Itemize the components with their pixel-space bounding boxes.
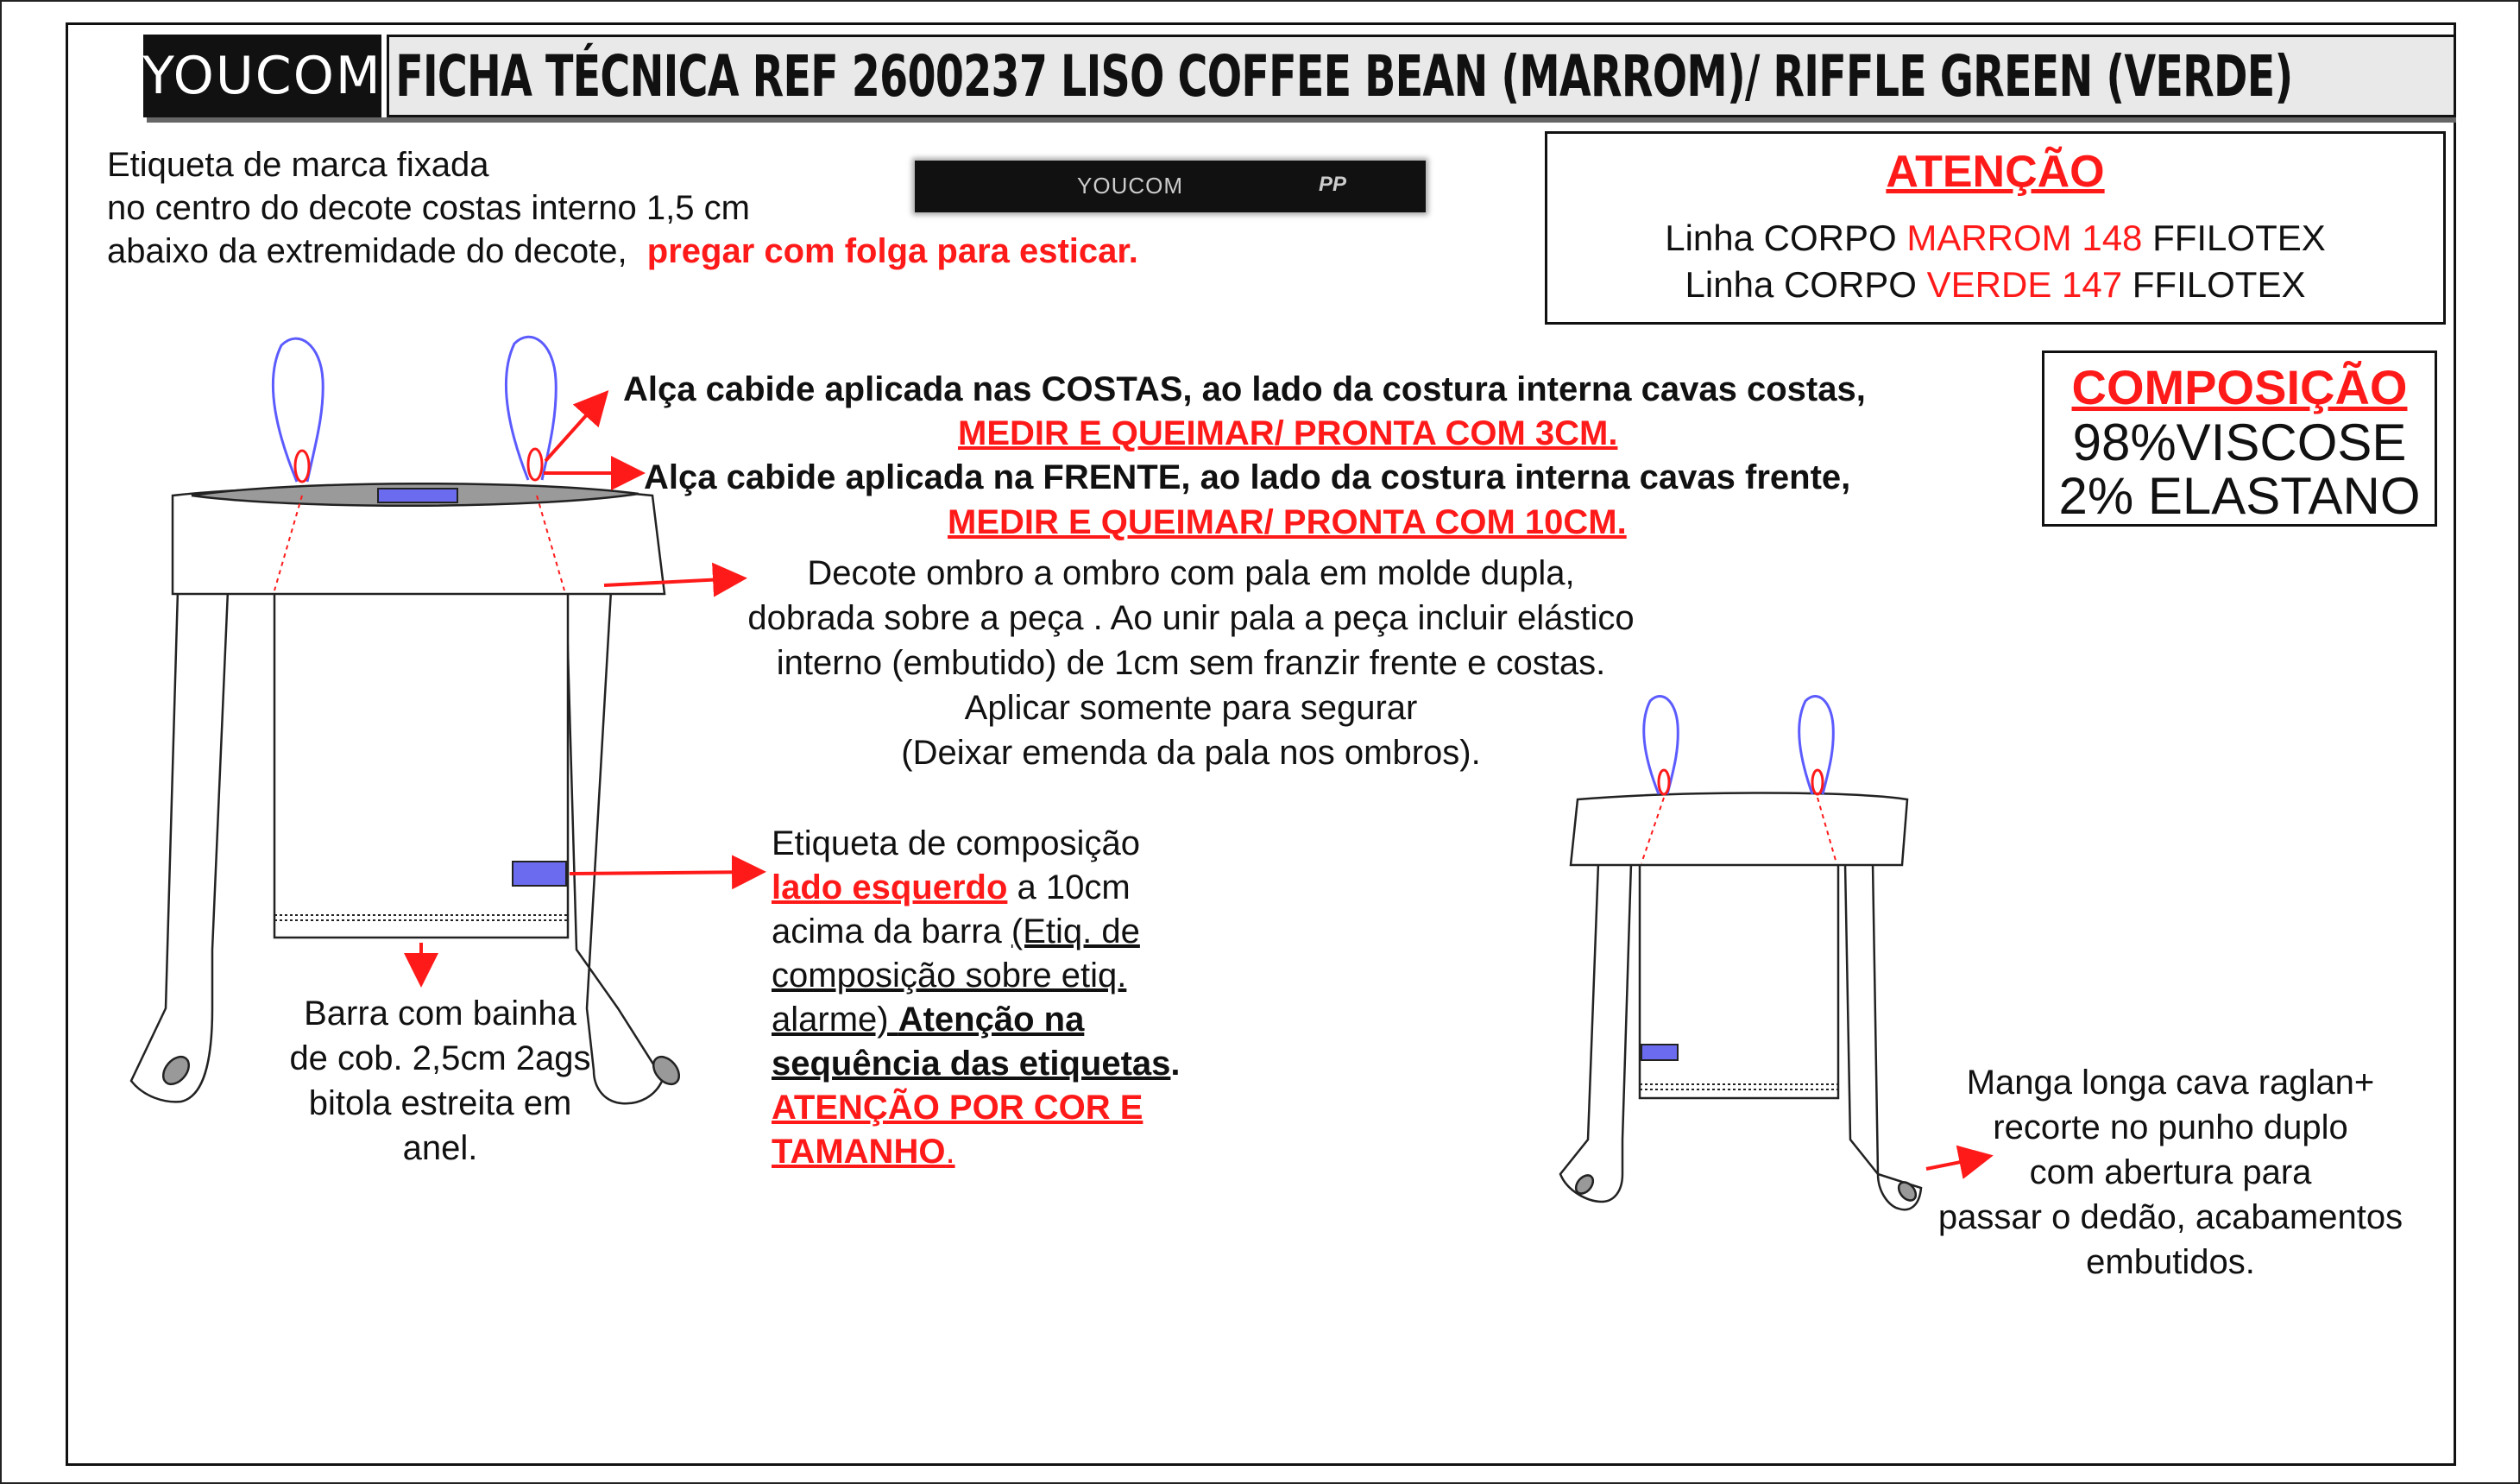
hanger-back-emphasis: MEDIR E QUEIMAR/ PRONTA COM 3CM. [958,414,1618,452]
attention-line1-prefix: Linha CORPO [1665,218,1907,258]
comp-note-line2-rest: a 10cm [1007,868,1131,906]
garment-small [1560,793,1921,1210]
comp-note-line2-emph: lado esquerdo [772,868,1008,906]
brand-label-mark [378,489,457,502]
arrow-composition-label [570,872,759,874]
sleeve-line3: com abertura para [2029,1153,2312,1191]
arrow-sleeve-cuff [1926,1157,1987,1169]
hem-line2: de cob. 2,5cm 2ags [289,1039,591,1077]
label-strip-size: PP [1319,173,1347,196]
neckline-line1: Decote ombro a ombro com pala em molde dupla, [807,554,1575,592]
small-left-sleeve [1560,863,1631,1202]
hanger-front-emphasis: MEDIR E QUEIMAR/ PRONTA COM 10CM. [948,503,1627,541]
small-hanger-knot-left [1659,770,1669,794]
comp-note-line4: composição sobre etiq. [772,957,1127,995]
comp-note-line8-end: . [945,1133,955,1171]
hanger-knot-left [295,451,309,482]
hanger-back-text: Alça cabide aplicada nas COSTAS, ao lado da costura interna cavas costas, [623,370,1866,408]
small-hanger-loop-right [1799,697,1834,794]
sleeve-line2: recorte no punho duplo [1993,1108,2348,1146]
brand-logo: YOUCOM [143,35,381,117]
small-composition-label-mark [1641,1045,1678,1060]
comp-note-line1: Etiqueta de composição [772,824,1140,862]
small-body [1640,863,1838,1098]
hanger-loop-left [273,338,323,482]
composition-line2: 2% ELASTANO [2058,467,2421,525]
composition-title: COMPOSIÇÃO [2071,360,2408,414]
comp-note-line3-prefix: acima da barra [772,913,1011,950]
comp-note-line5-u: alarme) [772,1001,898,1039]
neckline-line3: interno (embutido) de 1cm sem franzir frente e costas. [776,644,1606,682]
attention-title: ATENÇÃO [1886,147,2105,197]
composition-label-mark [513,862,566,886]
attention-line2-prefix: Linha CORPO [1685,264,1927,305]
attention-line1-suffix: FFILOTEX [2142,218,2326,258]
sleeve-line4: passar o dedão, acabamentos [1937,1198,2403,1236]
brand-note-line3: abaixo da extremidade do decote, [107,232,627,270]
hem-line1: Barra com bainha [304,995,576,1032]
hanger-knot-right [528,449,542,480]
brand-note-line2: no centro do decote costas interno 1,5 cm [107,189,750,227]
neckline-line5: (Deixar emenda da pala nos ombros). [901,734,1481,772]
neckline-line4: Aplicar somente para segurar [964,689,1418,727]
comp-note-line6: sequência das etiquetas [772,1045,1171,1083]
garment-large [131,483,684,1103]
hem-line3: bitola estreita em [308,1084,572,1122]
brand-note-line1: Etiqueta de marca fixada [107,146,489,184]
small-hanger-knot-right [1812,770,1823,794]
comp-note-line3-u: (Etiq. de [1011,913,1140,950]
small-right-sleeve [1845,863,1921,1209]
page-title: FICHA TÉCNICA REF 2600237 LISO COFFEE BEAN (MARROM)/ RIFFLE GREEN (VERDE) [395,42,2293,110]
attention-line1-color: MARROM 148 [1906,218,2143,258]
small-hanger-loop-left [1644,697,1679,794]
label-strip-brand: YOUCOM [1077,173,1183,199]
neckline-line2: dobrada sobre a peça . Ao unir pala a peça incluir elástico [747,599,1635,637]
composition-line1: 98%VISCOSE [2072,414,2407,471]
hem-line4: anel. [402,1129,478,1167]
comp-note-line6-end: . [1170,1045,1181,1083]
sleeve-line1: Manga longa cava raglan+ [1966,1064,2375,1102]
attention-line2-color: VERDE 147 [1926,264,2123,305]
sleeve-line5: embutidos. [2086,1243,2255,1281]
small-neck-yoke [1571,793,1907,866]
comp-note-line5-bold: Atenção na [898,1001,1085,1039]
comp-note-line7: ATENÇÃO POR COR E [772,1089,1143,1127]
hanger-front-text: Alça cabide aplicada na FRENTE, ao lado da costura interna cavas frente, [644,458,1851,496]
left-sleeve [131,590,228,1102]
right-sleeve [566,590,663,1103]
brand-note-emphasis: pregar com folga para esticar. [646,232,1138,270]
comp-note-line8: TAMANHO [772,1133,946,1171]
attention-line2-suffix: FFILOTEX [2122,264,2306,305]
